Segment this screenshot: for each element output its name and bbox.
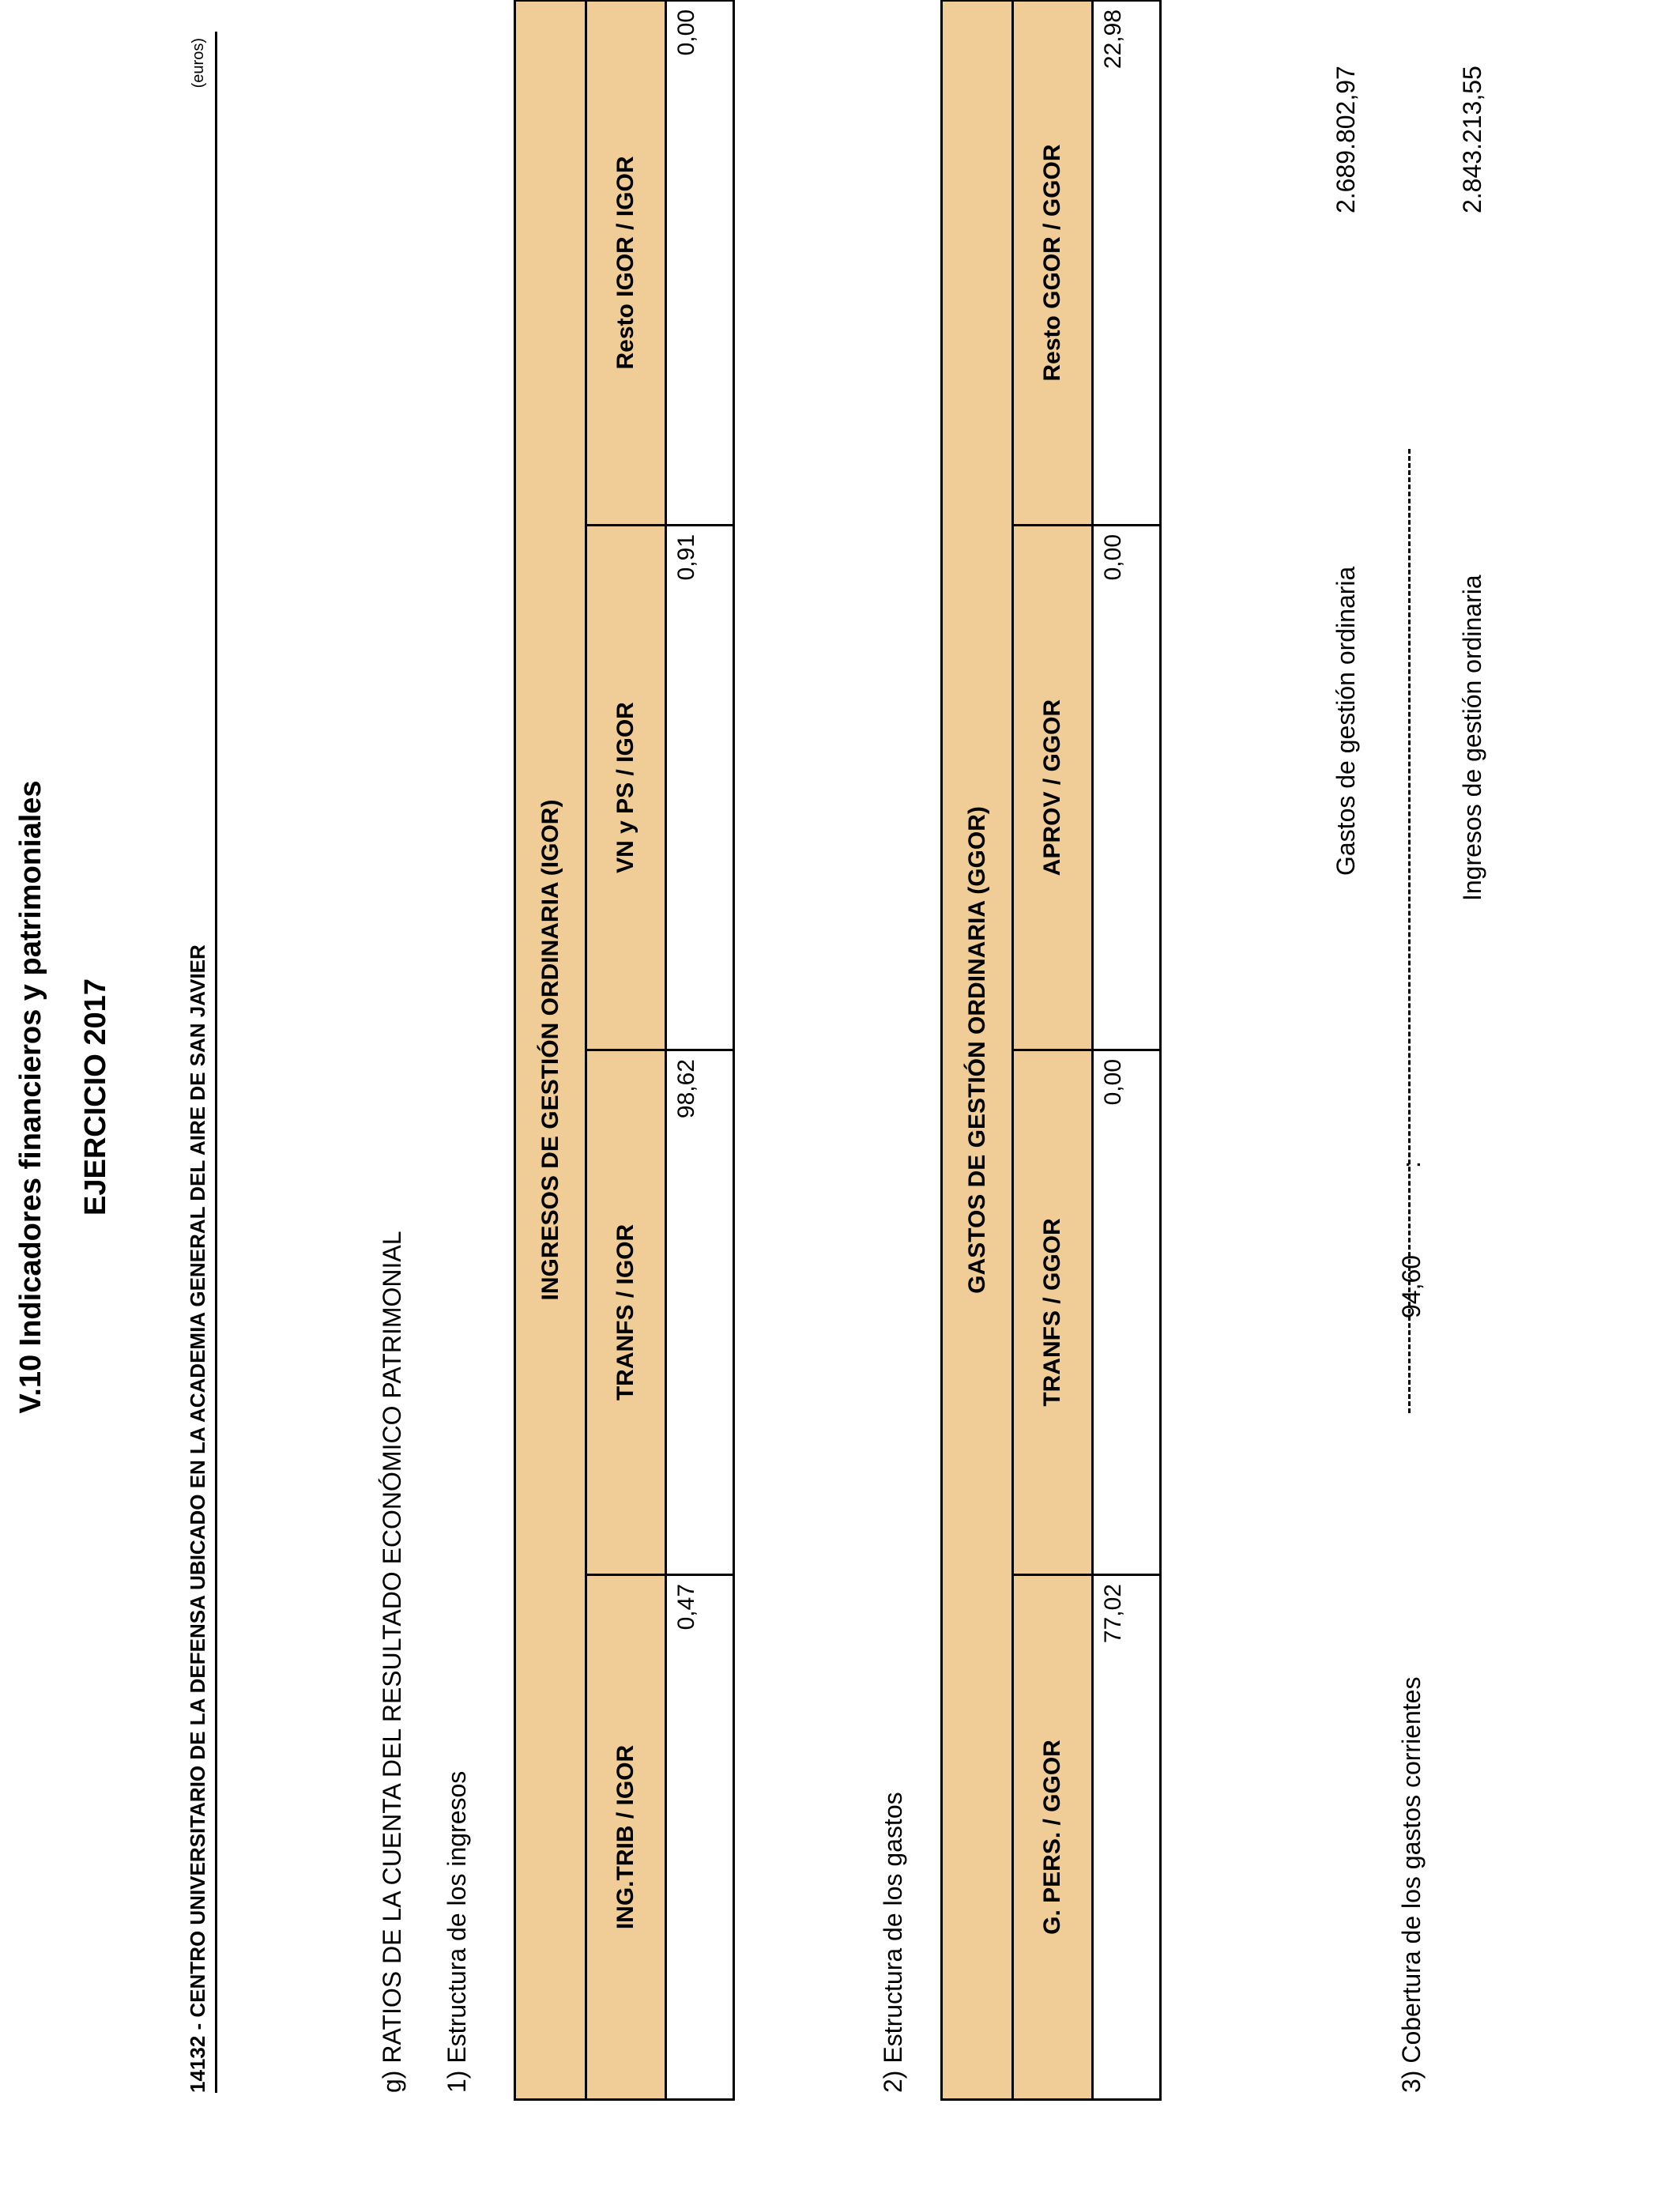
ingresos-value-vnps: 0,91 [666,526,734,1050]
cobertura-label: 3) Cobertura de los gastos corrientes [1397,1676,1426,2093]
gastos-col-tranfs: TRANFS / GGOR [1013,1050,1093,1575]
gastos-subtitle: 2) Estructura de los gastos [879,1792,907,2093]
ingresos-col-resto: Resto IGOR / IGOR [586,1,666,526]
header-rule [215,32,217,2093]
gastos-value-resto: 22,98 [1093,0,1161,525]
ingresos-group-header: INGRESOS DE GESTIÓN ORDINARIA (IGOR) [515,1,586,2100]
cobertura-denominator-value: 2.843.213,55 [1458,66,1486,213]
section-g-title: g) RATIOS DE LA CUENTA DEL RESULTADO ECONÓMICO PATRIMONIAL [378,1231,406,2093]
ingresos-value-tranfs: 98,62 [666,1050,734,1575]
gastos-value-gpers: 77,02 [1093,1575,1161,2100]
ingresos-value-ingtrib: 0,47 [666,1575,734,2100]
gastos-group-header: GASTOS DE GESTIÓN ORDINARIA (GGOR) [942,0,1013,2099]
cobertura-denominator-label: Ingresos de gestión ordinaria [1458,575,1486,901]
ingresos-col-tranfs: TRANFS / IGOR [586,1050,666,1575]
ingresos-value-resto: 0,00 [666,1,734,526]
gastos-col-aprov: APROV / GGOR [1013,526,1093,1050]
gastos-table [940,0,1162,2101]
gastos-col-gpers: G. PERS. / GGOR [1013,1575,1093,2100]
fraction-rule [1408,449,1411,1413]
cobertura-numerator-label: Gastos de gestión ordinaria [1332,566,1360,876]
fiscal-year: EJERCICIO 2017 [79,978,112,1216]
cobertura-ratio: 94,60 [1397,1254,1426,1318]
gastos-value-tranfs: 0,00 [1093,1050,1161,1575]
ingresos-subtitle: 1) Estructura de los ingresos [443,1770,471,2093]
ingresos-col-vnps: VN y PS / IGOR [586,526,666,1050]
ingresos-table [514,0,735,2101]
cobertura-numerator-value: 2.689.802,97 [1332,66,1360,213]
ingresos-col-ingtrib: ING.TRIB / IGOR [586,1575,666,2100]
entity-name: 14132 - CENTRO UNIVERSITARIO DE LA DEFENSA UBICADO EN LA ACADEMIA GENERAL DEL AIRE DE SAN JAVIER [186,944,209,2093]
cobertura-separator: : [1397,1161,1426,1168]
currency-note: (euros) [190,38,207,89]
gastos-value-aprov: 0,00 [1093,526,1161,1050]
gastos-col-resto: Resto GGOR / GGOR [1013,0,1093,525]
page-title: V.10 Indicadores financieros y patrimoniales [14,780,47,1414]
